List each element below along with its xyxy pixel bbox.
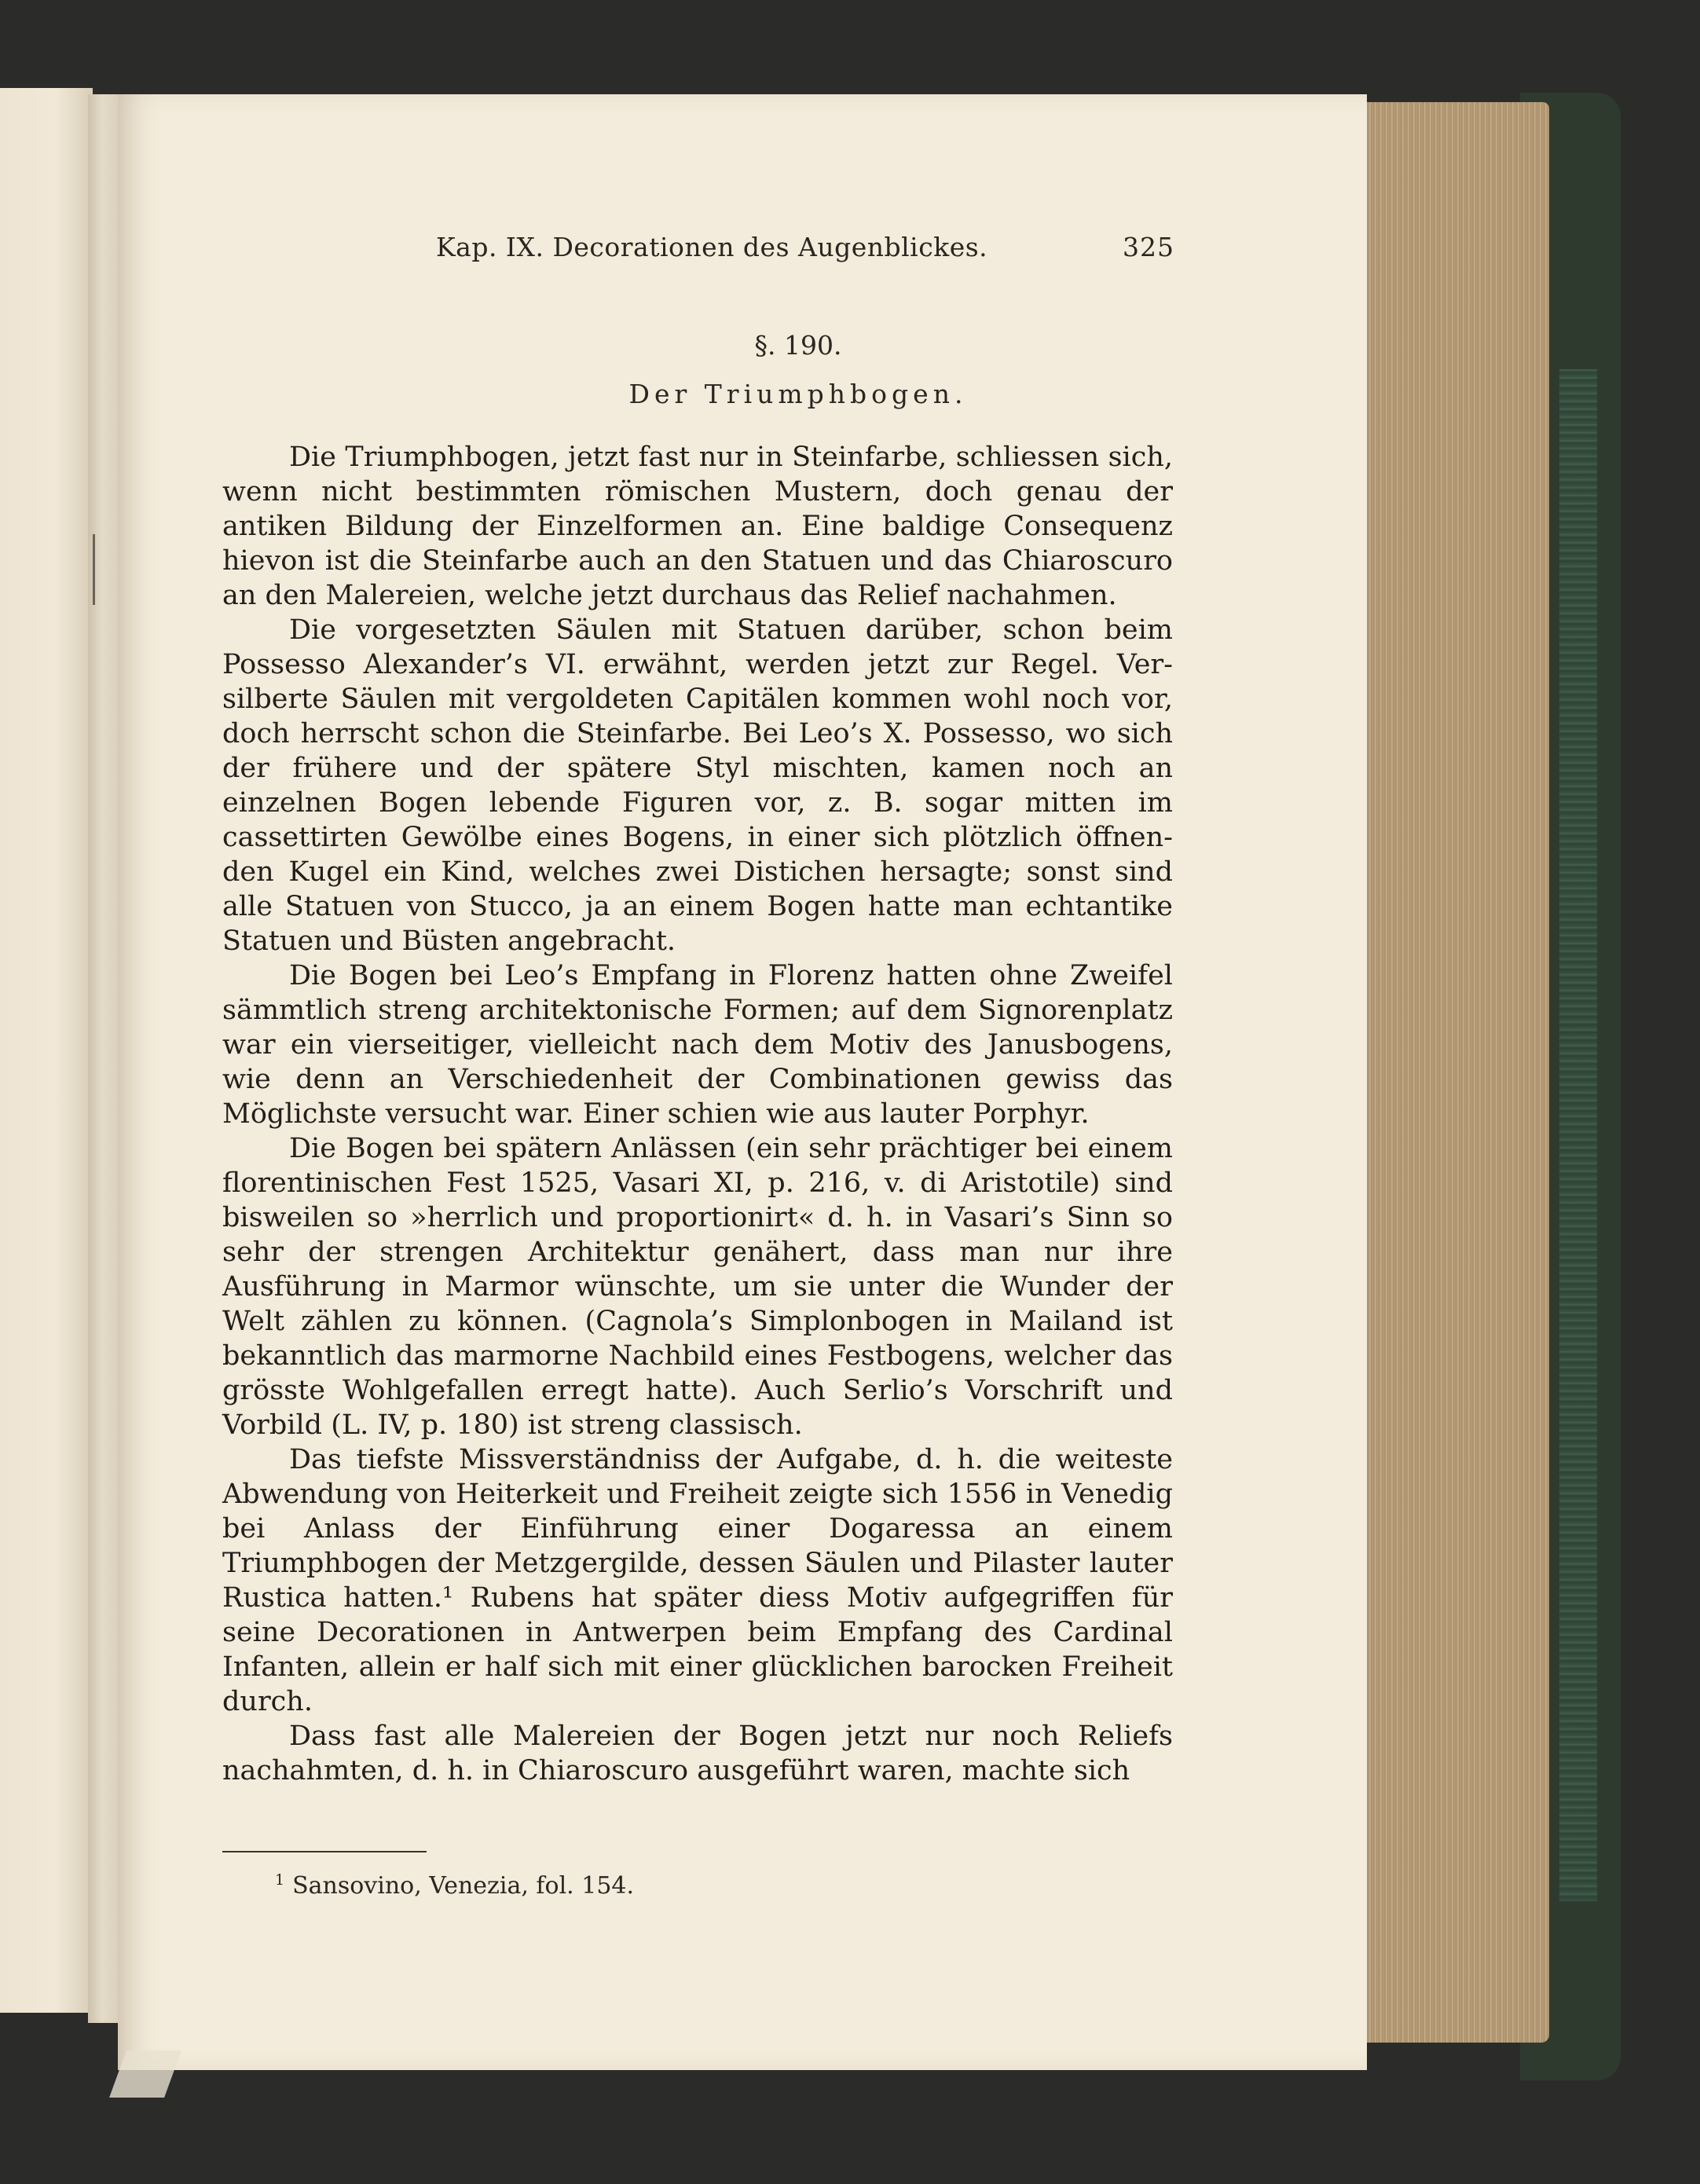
paragraph: Die Bogen bei spätern Anlässen (ein sehr prächtiger bei einem florentinischen Fest 1525, Vasari XI, p. 216, v. di Aristotile) sind bisweilen so »herrlich und proportionirt« d. h. in Vasari’s Sinn so sehr der strengen Architektur genähert, dass man nur ihre Ausführung in Marmor wünschte, um sie unter die Wunder der Welt zählen zu können. (Cagnola’s Simplonbogen in Mailand ist bekanntlich das marmorne Nachbild eines Festbogens, welcher das grösste Wohlgefallen erregt hatte). Auch Serlio’s Vorschrift und Vorbild (L. IV, p. 180) ist streng classisch. <box>222 1133 1173 1441</box>
gutter-mark <box>93 534 95 605</box>
previous-page-edge <box>0 88 93 2013</box>
footnote-text: Sansovino, Venezia, fol. 154. <box>292 1872 635 1900</box>
section-title <box>0 379 1700 409</box>
footnote-rule <box>222 1851 427 1852</box>
binding-cloth <box>1559 369 1597 1901</box>
section-number <box>0 330 1700 361</box>
section-title-text: Der Triumphbogen. <box>628 379 968 409</box>
paragraph: Die Triumphbogen, jetzt fast nur in Steinfarbe, schliessen sich, wenn nicht bestimmten römischen Mustern, doch genau der antiken Bildung der Einzelformen an. Eine baldige Consequenz hievon ist die Steinfarbe auch an den Statuen und das Chiaroscuro an den Malereien, welche jetzt durchaus das Relief nachahmen. <box>222 442 1173 611</box>
paragraph: Dass fast alle Malereien der Bogen jetzt nur noch Reliefs nachahmten, d. h. in Chiaroscuro ausgeführt waren, machte sich <box>222 1720 1173 1786</box>
page-number: 325 <box>1123 232 1174 262</box>
paragraph: Das tiefste Missverständniss der Aufgabe, d. h. die weiteste Abwendung von Heiterkeit und Freiheit zeigte sich 1556 in Venedig bei Anlass der Einführung einer Dogaressa an einem Triumphbogen der Metzgergilde, dessen Säulen und Pilaster lauter Rustica hatten.¹ Rubens hat später diess Motiv aufgegriffen für seine Decorationen in Antwerpen beim Empfang des Cardinal Infanten, allein er half sich mit einer glücklichen barocken Freiheit durch. <box>222 1444 1173 1717</box>
section-number-text: §. 190. <box>754 330 842 361</box>
paragraph: Die Bogen bei Leo’s Empfang in Florenz hatten ohne Zweifel sämmtlich streng architektonische Formen; auf dem Signorenplatz war ein vierseitiger, vielleicht nach dem Motiv des Janusbogens, wie denn an Verschiedenheit der Combinationen gewiss das Möglichste versucht war. Einer schien wie aus lauter Porphyr. <box>222 960 1173 1130</box>
paragraph: Die vorgesetzten Säulen mit Statuen darüber, schon beim Possesso Alexander’s VI. erwähnt, werden jetzt zur Regel. Versilberte Säulen mit vergoldeten Capitälen kommen wohl noch vor, doch herrscht schon die Steinfarbe. Bei Leo’s X. Possesso, wo sich der frühere und der spätere Styl mischten, kamen noch an einzelnen Bogen lebende Figuren vor, z. B. sogar mitten im cassettirten Gewölbe eines Bogens, in einer sich plötzlich öffnenden Kugel ein Kind, welches zwei Distichen hersagte; sonst sind alle Statuen von Stucco, ja an einem Bogen hatte man echtantike Statuen und Büsten angebracht. <box>222 614 1173 957</box>
running-head <box>224 232 1174 271</box>
footnote <box>275 1871 634 1900</box>
footnote-mark: 1 <box>275 1871 285 1889</box>
chapter-title: Kap. IX. Decorationen des Augenblickes. <box>436 232 988 262</box>
body-text <box>222 440 1173 1788</box>
